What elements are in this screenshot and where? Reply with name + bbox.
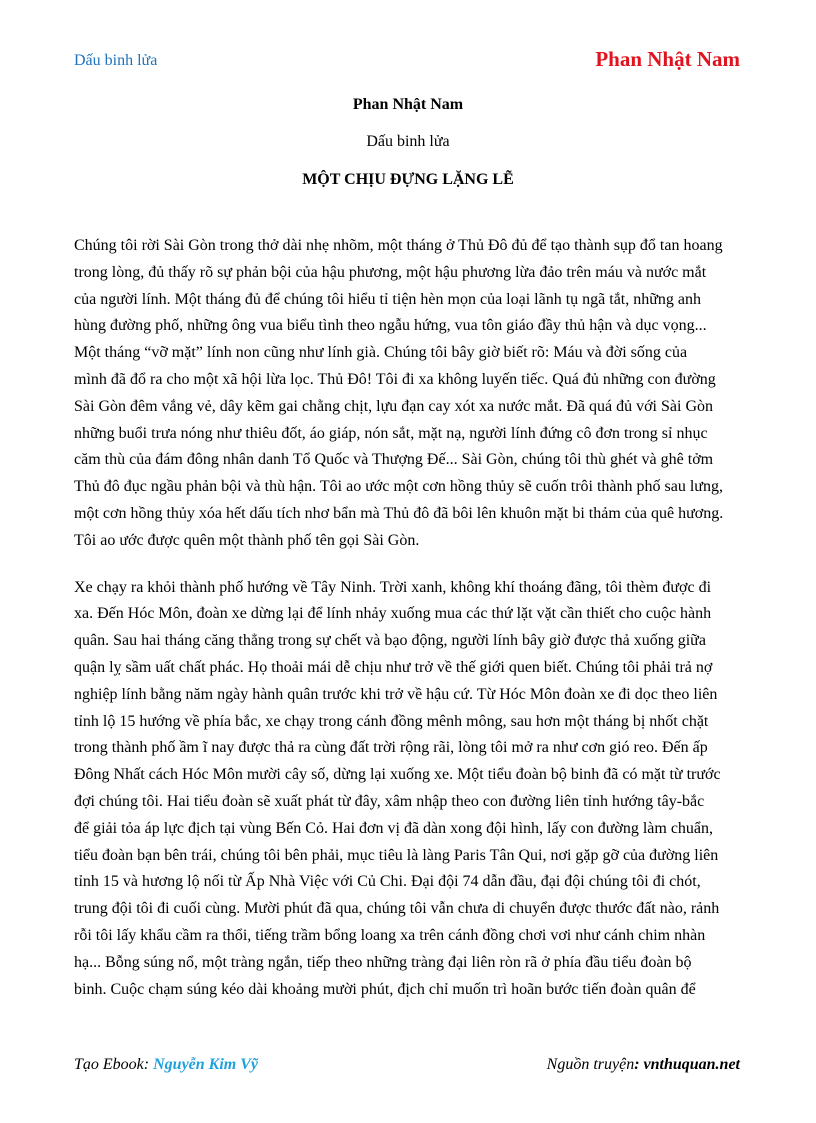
chapter-title: MỘT CHỊU ĐỰNG LẶNG LẼ	[302, 171, 514, 188]
footer-creator-name: Nguyễn Kim Vỹ	[153, 1056, 258, 1073]
running-header-author: Phan Nhật Nam	[595, 47, 740, 71]
footer-source-label: Nguồn truyện	[546, 1056, 635, 1073]
footer-ebook-separator: :	[143, 1056, 154, 1073]
chapter-body	[74, 233, 744, 1023]
book-title: Dấu binh lửa	[366, 133, 450, 150]
paragraph-1: Chúng tôi rời Sài Gòn trong thở dài nhẹ nhõm, một tháng ở Thủ Đô đủ để tạo thành sụp đổ tan hoang trong lòng, đủ thấy rõ sự phản bội của hậu phương, một hậu phương lừa đảo trên máu và nước mắt của người lính. Một tháng đủ để chúng tôi hiểu tỉ tiện hèn mọn của loại lãnh tụ ngã tắt, những anh hùng đường phố, những ông vua biểu tình theo ngẫu hứng, vua tôn giáo đầy thủ hận và dục vọng... Một tháng “vỡ mặt” lính non cũng như lính già. Chúng tôi bây giờ biết rõ: Máu và đời sống của mình đã đổ ra cho một xã hội lừa lọc. Thủ Đô! Tôi đi xa không luyến tiếc. Quá đủ những con đường Sài Gòn đêm vắng vẻ, dây kẽm gai chằng chịt, lựu đạn cay xót xa nước mắt. Đã quá đủ với Sài Gòn những buổi trưa nóng như thiêu đốt, áo giáp, nón sắt, mặt nạ, người lính đứng cô đơn trong sỉ nhục căm thù của đám đông nhân danh Tổ Quốc và Thượng Đế... Sài Gòn, chúng tôi thù ghét và ghê tởm Thủ đô đục ngầu phản bội và thù hận. Tôi ao ước một cơn hồng thủy sẽ cuốn trôi thành phố sau lưng, một cơn hồng thủy xóa hết dấu tích nhơ bẩn mà Thủ đô đã bôi lên khuôn mặt bi thảm của quê hương. Tôi ao ước được quên một thành phố tên gọi Sài Gòn.	[74, 237, 724, 549]
paragraph-2: Xe chạy ra khỏi thành phố hướng về Tây Ninh. Trời xanh, không khí thoáng đãng, tôi thèm được đi xa. Đến Hóc Môn, đoàn xe dừng lại để lính nhảy xuống mua các thứ lặt vặt cần thiết cho cuộc hành quân. Sau hai tháng căng thẳng trong sự chết và bạo động, người lính bây giờ được thả xuống giữa quận lỵ sầm uất chất phác. Họ thoải mái dễ chịu như trở về thế giới quen biết. Chúng tôi phải trả nợ nghiệp lính bằng năm ngày hành quân trước khi trở về hậu cứ. Từ Hóc Môn đoàn xe đi dọc theo liên tỉnh lộ 15 hướng về phía bắc, xe chạy trong cánh đồng mênh mông, sau hơn một tháng bị nhốt chặt trong thành phố ầm ĩ nay được thả ra cùng đất trời rộng rãi, lòng tôi mở ra như cơn gió reo. Đến ấp Đông Nhất cách Hóc Môn mười cây số, dừng lại xuống xe. Một tiểu đoàn bộ binh đã có mặt từ trước đợi chúng tôi. Hai tiểu đoàn sẽ xuất phát từ đây, xâm nhập theo con đường liên tỉnh hướng tây-bắc để giải tỏa áp lực địch tại vùng Bến Cỏ. Hai đơn vị đã dàn xong đội hình, lấy con đường làm chuẩn, tiểu đoàn bạn bên trái, chúng tôi bên phải, mục tiêu là làng Paris Tân Qui, nơi gặp gỡ của đường liên tỉnh 15 và hương lộ nối từ Ấp Nhà Việc với Củ Chi. Đại đội 74 dẫn đầu, đại đội chúng tôi đi chót, trung đội tôi đi cuối cùng. Mười phút đã qua, chúng tôi vẫn chưa di chuyển được thước đất nào, rảnh rỗi tôi lấy khẩu cầm ra thổi, tiếng trầm bổng loang xa trên cánh đồng chơi vơi như cánh chim nhàn hạ... Bỗng súng nổ, một tràng ngắn, tiếp theo những tràng đại liên ròn rã ở phía đầu tiểu đoàn bộ binh. Cuộc chạm súng kéo dài khoảng mười phút, địch chỉ muốn trì hoãn bước tiến đoàn quân để	[74, 578, 721, 998]
running-header-book-title: Dấu binh lửa	[74, 52, 158, 69]
author-name: Phan Nhật Nam	[352, 96, 464, 113]
footer-ebook-label: Tạo Ebook	[74, 1056, 144, 1073]
footer-ebook-credit	[74, 1056, 258, 1074]
footer-source-credit	[547, 1056, 740, 1074]
footer-source-separator: :	[634, 1056, 644, 1073]
footer-source-site: vnthuquan.net	[643, 1056, 740, 1073]
